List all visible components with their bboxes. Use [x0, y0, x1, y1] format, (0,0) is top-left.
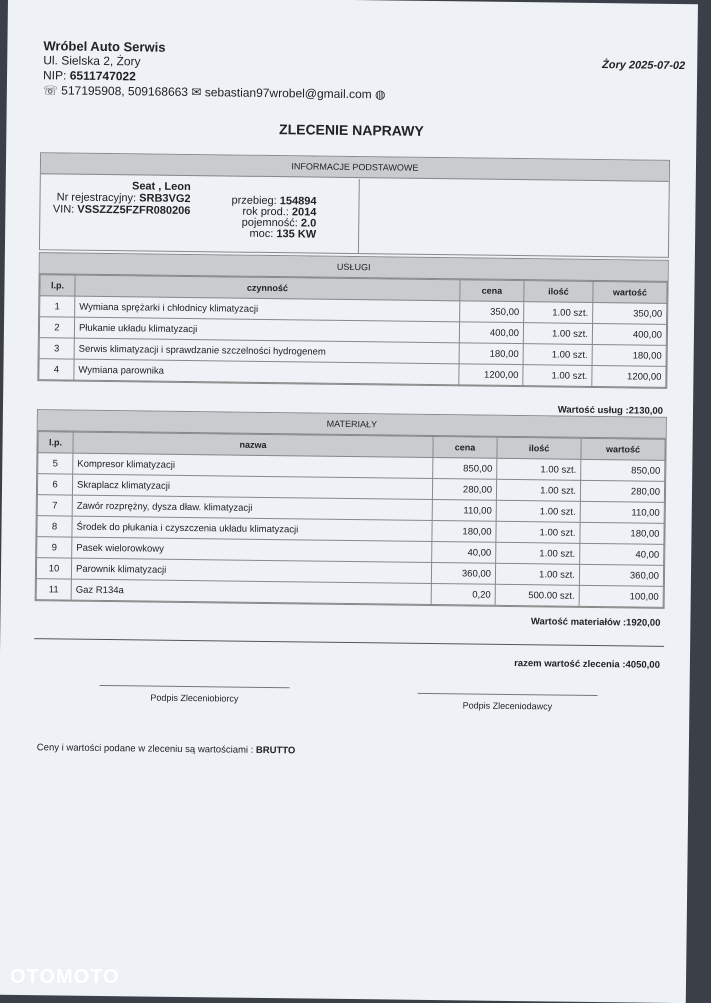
mileage-value: 154894: [279, 195, 317, 208]
col-lp: l.p.: [38, 432, 73, 453]
cell-qty: 1.00 szt.: [523, 365, 592, 387]
company-name: Wróbel Auto Serwis: [43, 38, 166, 55]
divider: [34, 638, 664, 647]
nip-value: 6511747022: [69, 68, 136, 84]
cell-value: 180,00: [580, 522, 664, 544]
cell-lp: 6: [37, 474, 72, 495]
materials-section: [35, 409, 667, 609]
cell-price: 40,00: [432, 542, 496, 564]
price-note-value: BRUTTO: [255, 744, 296, 757]
vehicle-tech-data: [216, 195, 317, 240]
cell-value: 360,00: [579, 564, 663, 586]
col-lp: l.p.: [40, 275, 75, 296]
phone-icon: ☏: [42, 83, 58, 98]
vehicle-identity: [50, 179, 190, 217]
cell-value: 40,00: [580, 543, 664, 565]
cell-qty: 1.00 szt.: [496, 500, 580, 522]
materials-table: [36, 431, 666, 608]
cell-value: 100,00: [579, 585, 663, 607]
cell-name: Wymiana sprężarki i chłodnicy klimatyzacji: [75, 296, 460, 322]
col-price: cena: [460, 280, 524, 302]
cell-name: Serwis klimatyzacji i sprawdzanie szczelności hydrogenem: [74, 338, 459, 364]
vin-value: VSSZZZ5FZFR080206: [77, 203, 191, 218]
signature-contractor: [99, 685, 289, 704]
col-name: czynność: [75, 275, 460, 301]
signature-line: [418, 693, 598, 696]
col-qty: ilość: [524, 281, 593, 303]
company-address: Ul. Sielska 2, Żory: [43, 53, 141, 69]
order-date: Żory 2025-07-02: [601, 59, 686, 73]
cell-name: Płukanie układu klimatyzacji: [74, 317, 459, 343]
cell-price: 280,00: [432, 479, 496, 501]
power-value: 135 KW: [276, 228, 317, 241]
col-qty: ilość: [497, 437, 581, 459]
globe-icon: ◍: [374, 87, 386, 102]
watermark-logo: OTOMOTO: [10, 966, 120, 988]
cell-price: 110,00: [432, 500, 496, 522]
cell-value: 400,00: [592, 323, 666, 345]
cell-lp: 10: [36, 558, 71, 579]
materials-total: Wartość materiałów :1920,00: [530, 616, 661, 629]
cell-qty: 1.00 szt.: [523, 323, 592, 345]
cell-qty: 1.00 szt.: [523, 344, 592, 366]
price-note-text: Ceny i wartości podane w zleceniu są wartościami :: [36, 742, 254, 756]
cell-lp: 11: [36, 579, 71, 600]
cell-price: 1200,00: [459, 364, 523, 386]
cell-name: Wymiana parownika: [74, 359, 459, 385]
nip-label: NIP:: [42, 68, 67, 83]
cell-name: Zawór rozprężny, dysza dław. klimatyzacji: [72, 495, 432, 520]
cell-lp: 1: [40, 296, 75, 317]
signature-client: [417, 693, 597, 712]
grand-total: razem wartość zlecenia :4050,00: [514, 658, 660, 671]
cell-lp: 5: [38, 453, 73, 474]
company-email: sebastian97wrobel@gmail.com: [204, 85, 372, 102]
signature-client-label: Podpis Zleceniodawcy: [462, 700, 553, 712]
page-title: ZLECENIE NAPRAWY: [278, 121, 424, 139]
cell-price: 0,20: [431, 584, 495, 606]
vehicle-model: Seat , Leon: [131, 180, 191, 194]
cell-value: 280,00: [580, 480, 664, 502]
basic-info-title: INFORMACJE PODSTAWOWE: [41, 153, 669, 182]
company-contact: [43, 83, 386, 102]
basic-info-section: [39, 152, 670, 258]
cell-lp: 7: [37, 495, 72, 516]
cell-price: 850,00: [433, 458, 497, 480]
cell-lp: 8: [37, 516, 72, 537]
company-phones: 517195908, 509168663: [61, 83, 189, 99]
cell-lp: 3: [39, 338, 74, 359]
year-label: rok prod.:: [242, 205, 289, 219]
col-value: wartość: [581, 438, 665, 460]
cell-name: Gaz R134a: [71, 579, 431, 604]
cell-value: 180,00: [592, 344, 666, 366]
services-table: [38, 274, 667, 388]
cell-qty: 1.00 szt.: [497, 458, 581, 480]
cell-lp: 4: [39, 359, 74, 380]
cell-qty: 1.00 szt.: [496, 542, 580, 564]
signature-line: [100, 685, 290, 688]
cell-qty: 1.00 szt.: [495, 563, 579, 585]
cell-price: 400,00: [459, 322, 523, 344]
cell-name: Skraplacz klimatyzacji: [72, 474, 432, 499]
cell-qty: 1.00 szt.: [524, 302, 593, 324]
services-section: [37, 252, 669, 389]
vin-label: VIN:: [52, 203, 75, 216]
cell-price: 350,00: [460, 301, 524, 323]
power-label: moc:: [249, 227, 274, 241]
col-name: nazwa: [73, 432, 433, 457]
year-value: 2014: [291, 206, 317, 219]
signature-contractor-label: Podpis Zleceniobiorcy: [150, 692, 239, 704]
cell-name: Pasek wielorowkowy: [72, 537, 432, 562]
cell-name: Kompresor klimatyzacji: [73, 453, 433, 478]
cell-price: 360,00: [431, 563, 495, 585]
cell-lp: 2: [39, 317, 74, 338]
price-note: [37, 742, 296, 756]
cell-qty: 1.00 szt.: [496, 479, 580, 501]
engine-value: 2.0: [300, 217, 317, 230]
cell-value: 350,00: [593, 302, 667, 324]
vehicle-info: [40, 175, 360, 253]
col-price: cena: [433, 437, 497, 459]
cell-lp: 9: [37, 537, 72, 558]
cell-qty: 500.00 szt.: [495, 584, 579, 606]
cell-price: 180,00: [459, 343, 523, 365]
col-value: wartość: [593, 281, 667, 303]
mileage-label: przebieg:: [231, 194, 277, 208]
cell-name: Środek do płukania i czyszczenia układu klimatyzacji: [72, 516, 432, 541]
email-icon: ✉: [191, 85, 202, 100]
company-block: [43, 38, 386, 102]
materials-title: MATERIAŁY: [38, 410, 666, 439]
cell-value: 850,00: [581, 459, 665, 481]
services-total: Wartość usług :2130,00: [557, 404, 664, 417]
reg-value: SRB3VG2: [139, 192, 191, 206]
cell-value: 1200,00: [592, 365, 666, 387]
services-title: USŁUGI: [40, 253, 668, 282]
cell-qty: 1.00 szt.: [496, 521, 580, 543]
cell-value: 110,00: [580, 501, 664, 523]
engine-label: pojemność:: [241, 216, 298, 230]
reg-label: Nr rejestracyjny:: [56, 191, 137, 205]
cell-name: Parownik klimatyzacji: [71, 558, 431, 583]
cell-price: 180,00: [432, 521, 496, 543]
